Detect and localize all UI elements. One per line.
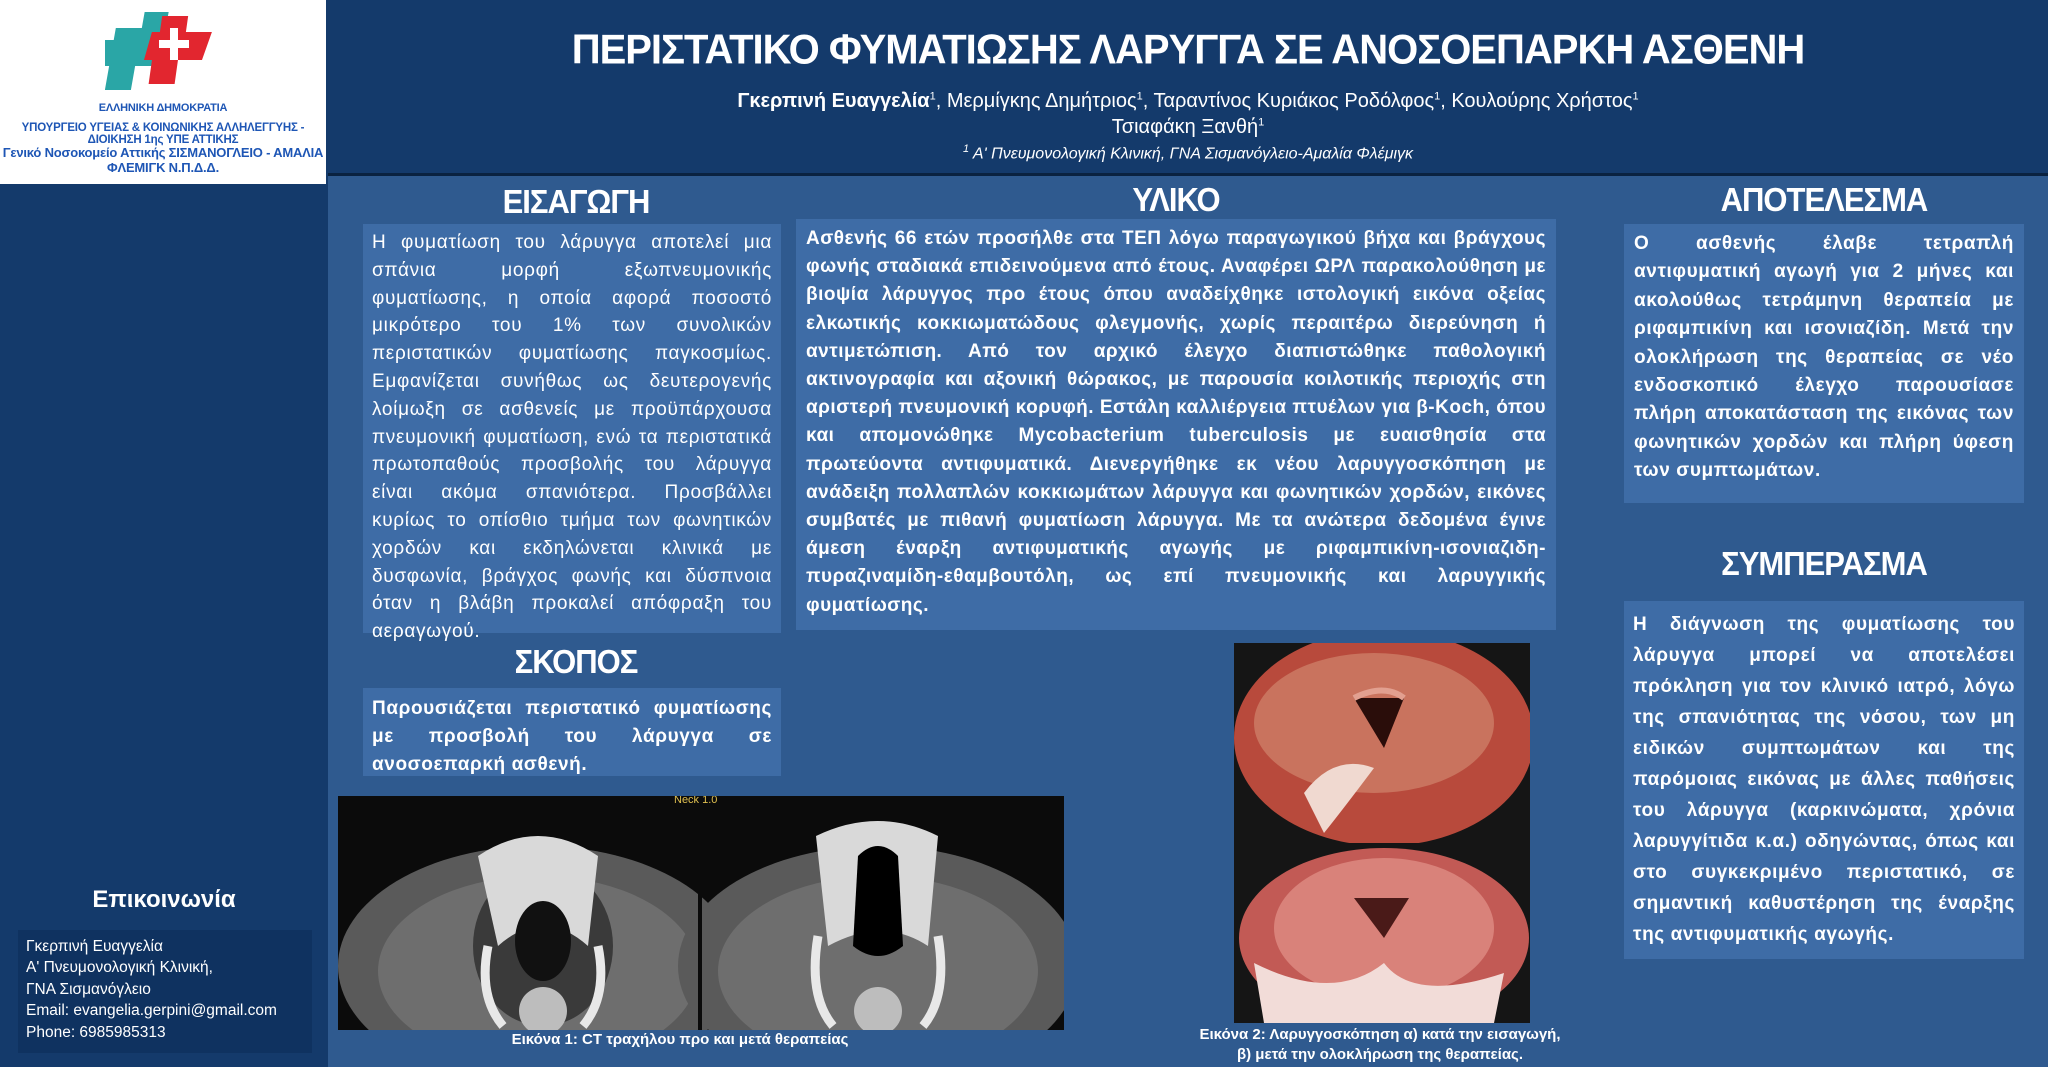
conclusion-heading: ΣΥΜΠΕΡΑΣΜΑ xyxy=(1721,544,1927,583)
affiliation: $^1$ Α' Πνευμονολογική Κλινική, ΓΝΑ Σισμανόγλειο-Αμαλία Φλέμιγκ xyxy=(962,143,1414,163)
contact-hospital: ΓΝΑ Σισμανόγλειο xyxy=(26,980,151,998)
conclusion-text: Η διάγνωση της φυματίωσης του λάρυγγα μπορεί να αποτελέσει πρόκληση για τον κλινικό ιατρό, λόγω της σπανιότητας της νόσου, των μη ειδικών συμπτωμάτων και της παρόμοιας εικόνας με άλλες παθήσεις του λάρυγγα (καρκινώματα, χρόνια λαρυγγίτιδα κ.α.) οδηγώντας, όπως και στο συγκεκριμένο περιστατικό, σε σημαντική καθυστέρηση της έναρξης της αντιφυματικής αγωγής. xyxy=(1624,601,2024,959)
laryngoscopy-image xyxy=(1234,643,1530,1023)
laryngoscopy-caption-line2: β) μετά την ολοκλήρωση της θεραπείας. xyxy=(1236,1046,1524,1063)
ct-caption: Εικόνα 1: CT τραχήλου προ και μετά θεραπείας xyxy=(511,1031,849,1048)
intro-heading: ΕΙΣΑΓΩΓΗ xyxy=(502,182,650,221)
hospital-logo xyxy=(0,0,326,184)
aim-text: Παρουσιάζεται περιστατικό φυματίωσης με προσβολή του λάρυγγα σε ανοσοεπαρκή ασθενή. xyxy=(363,688,781,776)
contact-name: Γκερπινή Ευαγγελία xyxy=(26,938,163,955)
ct-neck-image xyxy=(338,796,1064,1030)
material-text: Ασθενής 66 ετών προσήλθε στα ΤΕΠ λόγω παραγωγικού βήχα και βράγχους φωνής σταδιακά επιδεινούμενα από έτους. Αναφέρει ΩΡΛ παρακολούθηση με βιοψία λάρυγγος προ έτους όπου αναδείχθηκε ιστολογική εικόνα οξείας ελκωτικής κοκκιωματώδους φλεγμονής, χωρίς περαιτέρω διερεύνηση ή αντιμετώπιση. Από τον αρχικό έλεγχο διαπιστώθηκε παθολογική ακτινογραφία και αξονική θώρακος, με παρουσία κοιλοτικής περιοχής στη αριστερή πνευμονική κορυφή. Εστάλη καλλιέργεια πτυέλων για β-Koch, όπου και απομονώθηκε Mycobacterium tuberculosis με ευαισθησία στα πρωτεύοντα αντιφυματικά. Διενεργήθηκε εκ νέου λαρυγγοσκόπηση με ανάδειξη πολλαπλών κοκκιωμάτων λάρυγγα και φωνητικών χορδών, εικόνες συμβατές με πιθανή φυματίωση λάρυγγα. Με τα ανώτερα δεδομένα έγινε άμεση έναρξη αντιφυματικής αγωγής με ριφαμπικίνη-ισονιαζιδη-πυραζιναμίδη-εθαμβουτόλη, ως επί πνευμονικής και λαρυγγικής φυματίωσης. xyxy=(796,219,1556,630)
hospital-cross-icon xyxy=(105,10,221,92)
result-text: Ο ασθενής έλαβε τετραπλή αντιφυματική αγωγή για 2 μήνες και ακολούθως τετράμηνη θεραπεία με ριφαμπικίνη και ισονιαζίδη. Μετά την ολοκλήρωση της θεραπείας σε νέο ενδοσκοπικό έλεγχο παρουσίασε πλήρη αποκατάσταση της εικόνας των φωνητικών χορδών και πλήρη ύφεση των συμπτωμάτων. xyxy=(1624,224,2024,503)
poster-title: ΠΕΡΙΣΤΑΤΙΚΟ ΦΥΜΑΤΙΩΣΗΣ ΛΑΡΥΓΓΑ ΣΕ ΑΝΟΣΟΕΠΑΡΚΗ ΑΣΘΕΝΗ xyxy=(571,26,1805,74)
result-heading: ΑΠΟΤΕΛΕΣΜΑ xyxy=(1720,180,1928,219)
logo-ministry: ΥΠΟΥΡΓΕΙΟ ΥΓΕΙΑΣ & ΚΟΙΝΩΝΙΚΗΣ ΑΛΛΗΛΕΓΓΥΗΣ - ΔΙΟΙΚΗΣΗ 1ης ΥΠΕ ΑΤΤΙΚΗΣ xyxy=(21,122,305,146)
logo-hospital: Γενικό Νοσοκομείο Αττικής ΣΙΣΜΑΝΟΓΛΕΙΟ - ΑΜΑΛΙΑ ΦΛΕΜΙΓΚ Ν.Π.Δ.Δ. xyxy=(2,145,324,175)
contact-heading: Επικοινωνία xyxy=(92,886,236,913)
contact-phone: Phone: 6985985313 xyxy=(26,1023,166,1041)
laryngoscopy-caption-line1: Εικόνα 2: Λαρυγγοσκόπηση α) κατά την εισαγωγή, xyxy=(1199,1026,1561,1043)
author-list: Γκερπινή Ευαγγελία$^1$, Μερμίγκης Δημήτριος$^1$, Ταραντίνος Κυριάκος Ροδόλφος$^1$, Κουλούρης Χρήστος$^1$ xyxy=(737,90,1639,112)
ct-overlay-label: Neck 1.0 xyxy=(674,796,718,806)
contact-clinic: Α' Πνευμονολογική Κλινική, xyxy=(26,959,213,977)
author-list-line2: Τσιαφάκη Ξανθή$^1$ xyxy=(1111,116,1265,138)
contact-email[interactable]: Email: evangelia.gerpini@gmail.com xyxy=(26,1002,277,1020)
contact-box xyxy=(18,930,312,1053)
material-heading: ΥΛΙΚΟ xyxy=(1132,180,1220,219)
intro-text: Η φυματίωση του λάρυγγα αποτελεί μια σπάνια μορφή εξωπνευμονικής φυματίωσης, η οποία αφορά ποσοστό μικρότερο του 1% των συνολικών περιστατικών φυματίωσης παγκοσμίως. Εμφανίζεται συνήθως ως δευτερογενής λοίμωξη σε ασθενείς με προϋπάρχουσα πνευμονική φυματίωση, ενώ τα περιστατικά πρωτοπαθούς προσβολής του λάρυγγα είναι ακόμα σπανιότερα. Προσβάλλει κυρίως το οπίσθιο τμήμα των φωνητικών χορδών και εκδηλώνεται κλινικά με δυσφωνία, βράγχος φωνής και δύσπνοια όταν η βλάβη προκαλεί απόφραξη του αεραγωγού. xyxy=(363,224,781,633)
lead-author: Γκερπινή Ευαγγελία xyxy=(737,90,930,112)
logo-country: ΕΛΛΗΝΙΚΗ ΔΗΜΟΚΡΑΤΙΑ xyxy=(98,102,228,114)
aim-heading: ΣΚΟΠΟΣ xyxy=(514,642,638,681)
